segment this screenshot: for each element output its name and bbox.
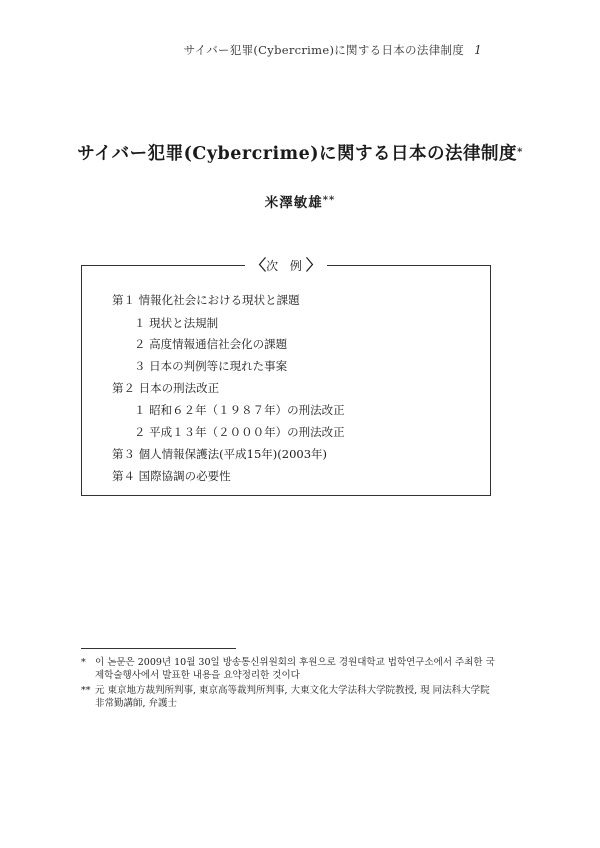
footnote-text: 元 東京地方裁判所判事, 東京高等裁判所判事, 大東文化大学法科大学院教授, 現 同法科大学院非常勤講師, 弁護士 [95, 685, 490, 709]
author-name: 米澤敏雄 [264, 195, 323, 211]
article-title [0, 140, 600, 165]
running-title: サイバー犯罪(Cybercrime)に関する日本の法律制度 [183, 43, 465, 57]
toc-item: 第２ 日本の刑法改正 [112, 381, 220, 395]
title-footnote-mark: * [517, 147, 523, 158]
footnote-2 [81, 684, 501, 710]
toc-bracket-right: 〉 [305, 256, 321, 274]
running-header [184, 42, 482, 58]
toc-item: ３ 日本の判例等に現れた事案 [134, 359, 288, 373]
footnote-1 [81, 656, 501, 682]
toc-caption [82, 256, 490, 275]
author-footnote-mark: ** [322, 195, 336, 206]
toc-item: ２ 平成１３年（２０００年）の刑法改正 [134, 425, 345, 439]
toc-item: ２ 高度情報通信社会化の課題 [134, 337, 288, 351]
toc-item: １ 昭和６２年（１９８７年）の刑法改正 [134, 403, 345, 417]
footnote-mark: * [81, 657, 86, 668]
footnote-mark: ** [81, 685, 91, 696]
page-number: 1 [474, 43, 482, 57]
footnote-text: 이 논문은 2009년 10월 30일 방송통신위원회의 후원으로 경원대학교 법학연구소에서 주최한 국제학술행사에서 발표한 내용을 요약정리한 것이다 [95, 657, 495, 681]
table-of-contents [81, 256, 491, 496]
toc-bracket-left: 〈 [251, 256, 267, 274]
toc-item: 第１ 情報化社会における現状と課題 [112, 293, 300, 307]
toc-item: 第４ 国際協調の必要性 [112, 469, 231, 483]
footnote-divider [81, 648, 236, 649]
toc-item: 第３ 個人情報保護法(平成15年)(2003年) [112, 447, 328, 461]
author [0, 191, 600, 211]
article-title-text: サイバー犯罪(Cybercrime)に関する日本の法律制度 [77, 144, 518, 164]
toc-caption-text: 次 例 [266, 259, 306, 273]
toc-item: １ 現状と法規制 [134, 316, 219, 330]
